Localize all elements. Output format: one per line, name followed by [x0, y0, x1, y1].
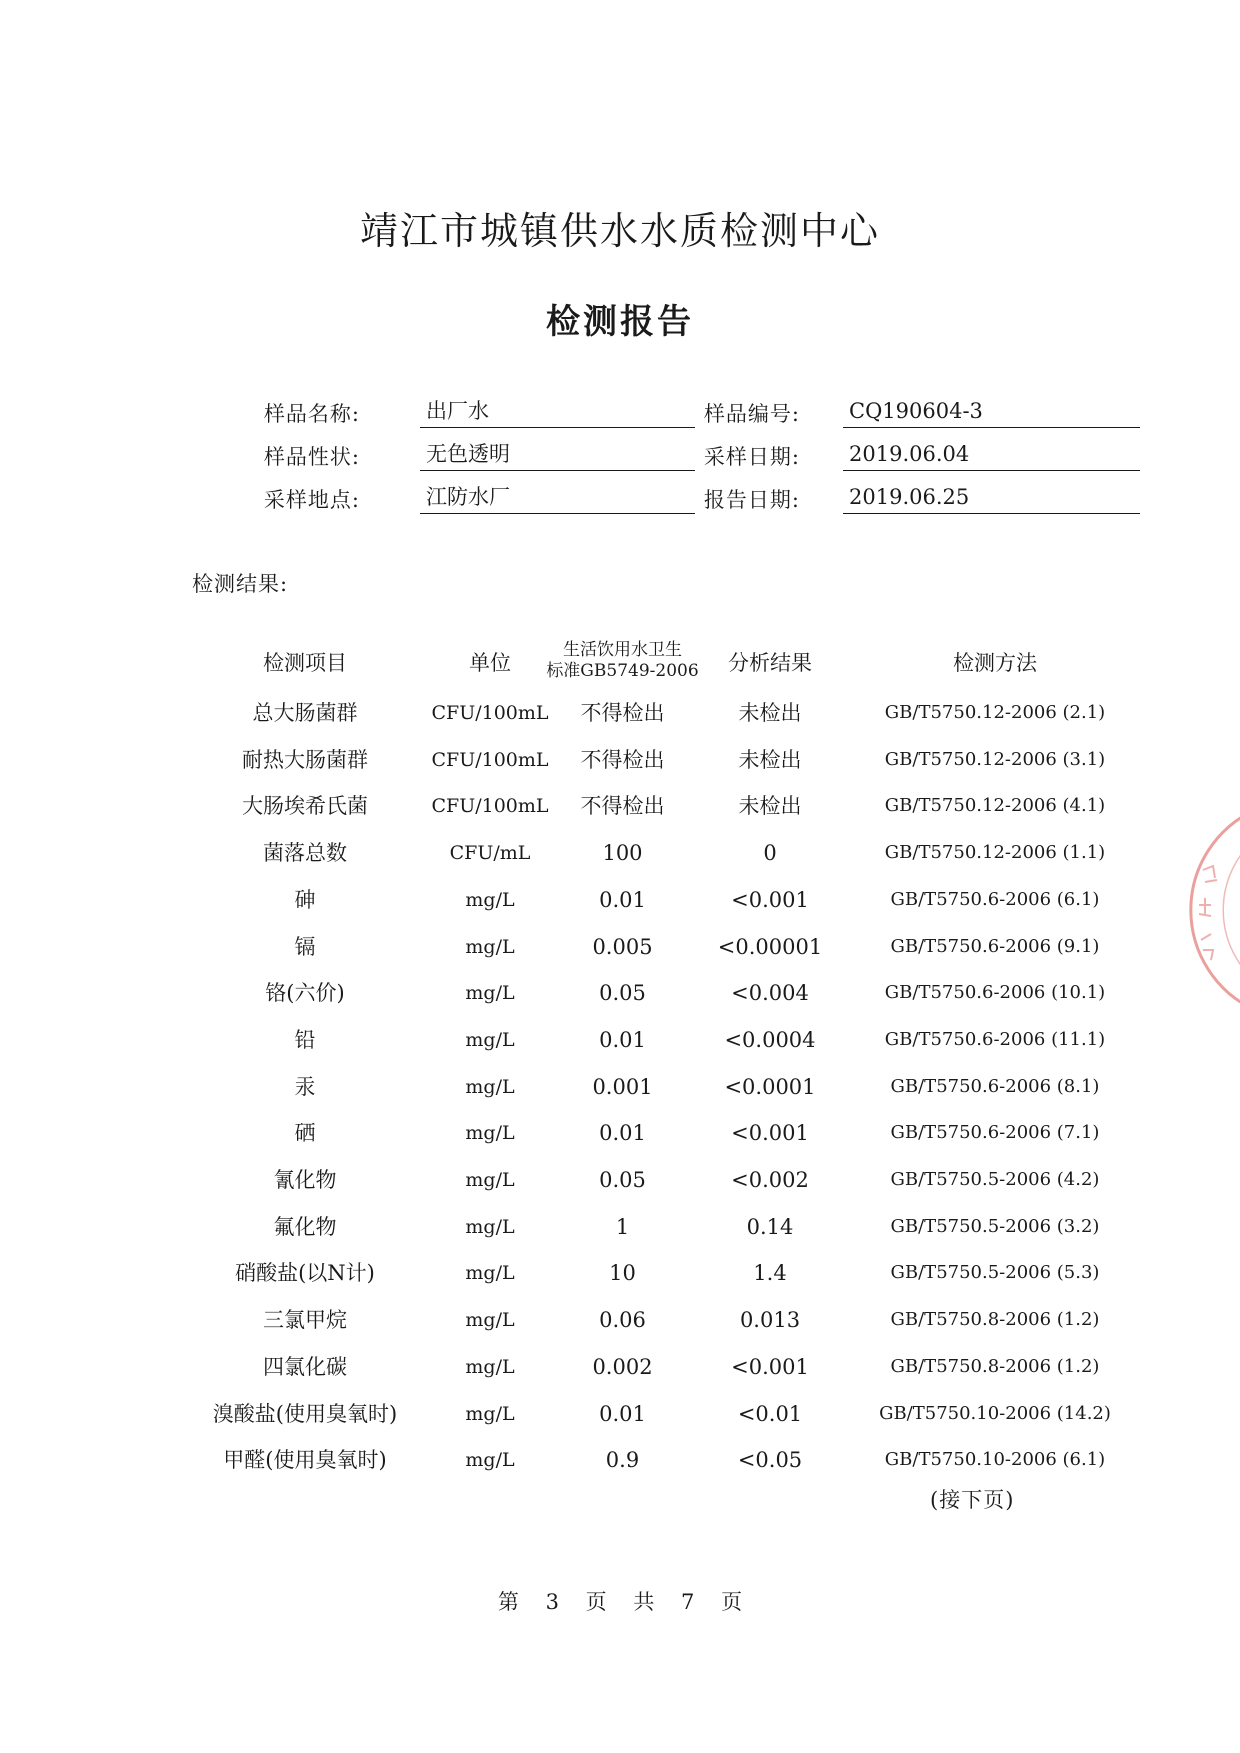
cell-method: GB/T5750.6-2006 (6.1)	[890, 888, 1100, 910]
cell-result: 未检出	[738, 794, 802, 819]
sampling-date-value: 2019.06.04	[843, 439, 1140, 471]
cell-standard: 0.01	[599, 1121, 646, 1146]
cell-unit: mg/L	[465, 888, 515, 911]
cell-result: <0.001	[731, 1354, 809, 1379]
cell-result: 0	[763, 841, 777, 866]
table-row	[0, 1023, 1240, 1057]
cell-item: 溴酸盐(使用臭氧时)	[212, 1401, 398, 1426]
table-row	[0, 976, 1240, 1010]
cell-method: GB/T5750.12-2006 (3.1)	[884, 748, 1106, 770]
cell-method: GB/T5750.8-2006 (1.2)	[890, 1309, 1100, 1331]
table-row	[0, 1070, 1240, 1104]
cell-result: <0.01	[737, 1401, 803, 1426]
sampling-site-value: 江防水厂	[420, 482, 695, 514]
column-header-result: 分析结果	[728, 651, 812, 675]
cell-standard: 0.001	[592, 1074, 653, 1099]
table-row	[0, 1443, 1240, 1477]
cell-standard: 1	[615, 1214, 630, 1239]
official-seal-stamp	[1185, 800, 1240, 1020]
cell-result: 0.14	[746, 1214, 794, 1239]
table-row	[0, 930, 1240, 964]
cell-method: GB/T5750.6-2006 (11.1)	[884, 1028, 1106, 1050]
cell-method: GB/T5750.6-2006 (7.1)	[890, 1122, 1100, 1144]
sample-name-label: 样品名称:	[263, 402, 360, 426]
cell-item: 菌落总数	[263, 841, 347, 866]
table-row	[0, 1116, 1240, 1150]
results-section-label: 检测结果:	[192, 572, 289, 596]
cell-standard: 0.01	[599, 1027, 646, 1052]
cell-unit: mg/L	[465, 1169, 515, 1191]
cell-standard: 不得检出	[580, 701, 665, 725]
cell-item: 氰化物	[273, 1168, 337, 1192]
cell-standard: 100	[602, 841, 643, 866]
cell-item: 总大肠菌群	[252, 701, 358, 725]
cell-item: 三氯甲烷	[263, 1308, 347, 1333]
cell-method: GB/T5750.5-2006 (4.2)	[890, 1169, 1100, 1190]
cell-result: <0.001	[731, 1121, 809, 1146]
cell-result: 1.4	[753, 1261, 787, 1286]
report-title: 检测报告	[546, 302, 694, 342]
sample-state-label: 样品性状:	[263, 445, 360, 469]
cell-item: 氟化物	[273, 1214, 337, 1239]
cell-method: GB/T5750.5-2006 (3.2)	[890, 1215, 1100, 1237]
sampling-site-label: 采样地点:	[263, 488, 360, 512]
cell-result: <0.004	[731, 981, 809, 1006]
page-word: 页	[585, 1590, 607, 1614]
cell-standard: 0.01	[599, 1401, 646, 1426]
column-header-item: 检测项目	[263, 651, 347, 675]
table-row	[0, 696, 1240, 730]
page-number: 3	[545, 1590, 559, 1614]
report-date-label: 报告日期:	[703, 488, 800, 512]
table-row	[0, 1210, 1240, 1244]
cell-standard: 0.002	[592, 1354, 653, 1379]
sample-name-value: 出厂水	[420, 396, 695, 428]
cell-unit: mg/L	[465, 1075, 515, 1098]
cell-item: 硒	[294, 1121, 316, 1146]
cell-unit: CFU/mL	[449, 842, 531, 865]
cell-unit: mg/L	[465, 935, 515, 958]
sample-state-value: 无色透明	[420, 439, 695, 471]
report-date-value: 2019.06.25	[843, 482, 1140, 514]
table-row	[0, 1350, 1240, 1384]
table-row	[0, 883, 1240, 917]
cell-result: 0.013	[739, 1308, 801, 1333]
table-row	[0, 789, 1240, 823]
cell-method: GB/T5750.6-2006 (9.1)	[890, 935, 1100, 957]
cell-result: 未检出	[738, 701, 802, 725]
sample-number-label: 样品编号:	[703, 402, 800, 426]
cell-unit: mg/L	[465, 982, 515, 1005]
cell-item: 砷	[294, 887, 316, 912]
cell-result: <0.002	[731, 1168, 809, 1192]
total-prefix: 共	[633, 1590, 655, 1614]
cell-item: 大肠埃希氏菌	[242, 794, 368, 819]
sample-number-value: CQ190604-3	[843, 396, 1140, 428]
cell-item: 铅	[294, 1027, 316, 1052]
cell-item: 镉	[294, 934, 316, 959]
cell-result: <0.001	[731, 887, 809, 912]
cell-standard: 0.9	[605, 1448, 640, 1473]
cell-item: 四氯化碳	[263, 1354, 347, 1379]
cell-item: 甲醛(使用臭氧时)	[223, 1448, 387, 1473]
cell-item: 铬(六价)	[265, 981, 345, 1006]
page-prefix: 第	[497, 1590, 519, 1614]
column-header-standard	[535, 640, 710, 682]
cell-method: GB/T5750.8-2006 (1.2)	[890, 1355, 1100, 1377]
column-header-unit: 单位	[469, 651, 511, 675]
cell-method: GB/T5750.12-2006 (4.1)	[884, 795, 1106, 817]
cell-standard: 0.005	[592, 934, 653, 959]
sampling-date-label: 采样日期:	[703, 445, 800, 469]
cell-method: GB/T5750.10-2006 (14.2)	[879, 1402, 1111, 1424]
cell-unit: CFU/100mL	[431, 702, 549, 724]
cell-method: GB/T5750.6-2006 (8.1)	[890, 1075, 1100, 1097]
cell-standard: 0.05	[599, 1168, 646, 1192]
table-row	[0, 1303, 1240, 1337]
cell-unit: mg/L	[465, 1402, 515, 1425]
cell-unit: mg/L	[465, 1122, 515, 1145]
cell-item: 汞	[294, 1074, 316, 1099]
cell-unit: mg/L	[465, 1309, 515, 1332]
table-row	[0, 1163, 1240, 1197]
page-footer	[0, 1586, 1240, 1616]
total-pages: 7	[681, 1590, 695, 1614]
organization-title: 靖江市城镇供水水质检测中心	[359, 209, 880, 253]
cell-unit: mg/L	[465, 1355, 515, 1378]
cell-result: <0.00001	[717, 934, 823, 959]
cell-unit: mg/L	[465, 1449, 515, 1472]
cell-unit: CFU/100mL	[431, 795, 549, 818]
cell-method: GB/T5750.10-2006 (6.1)	[884, 1449, 1106, 1471]
cell-unit: CFU/100mL	[431, 748, 549, 771]
cell-standard: 0.01	[599, 887, 646, 912]
total-word: 页	[721, 1590, 743, 1614]
cell-method: GB/T5750.12-2006 (2.1)	[884, 702, 1106, 723]
cell-result: <0.05	[737, 1448, 803, 1473]
cell-result: <0.0004	[724, 1027, 816, 1052]
table-row	[0, 1397, 1240, 1431]
cell-standard: 0.06	[599, 1308, 646, 1333]
cell-method: GB/T5750.12-2006 (1.1)	[884, 842, 1106, 864]
column-header-method: 检测方法	[953, 651, 1037, 675]
cell-result: <0.0001	[724, 1074, 816, 1099]
continued-next-page-note: (接下页)	[930, 1488, 1015, 1512]
cell-unit: mg/L	[465, 1262, 515, 1285]
column-header-standard-line2: 标准GB5749-2006	[546, 661, 699, 681]
cell-standard: 0.05	[599, 981, 646, 1006]
cell-unit: mg/L	[465, 1215, 515, 1238]
cell-standard: 不得检出	[580, 794, 665, 819]
cell-unit: mg/L	[465, 1028, 515, 1051]
cell-standard: 10	[609, 1261, 636, 1286]
cell-item: 硝酸盐(以N计)	[235, 1261, 375, 1286]
table-row	[0, 836, 1240, 870]
table-row	[0, 743, 1240, 777]
column-header-standard-line1: 生活饮用水卫生	[563, 640, 682, 660]
cell-method: GB/T5750.6-2006 (10.1)	[884, 982, 1106, 1004]
cell-item: 耐热大肠菌群	[242, 747, 368, 772]
cell-method: GB/T5750.5-2006 (5.3)	[890, 1262, 1100, 1284]
table-row	[0, 1256, 1240, 1290]
cell-standard: 不得检出	[580, 747, 665, 772]
cell-result: 未检出	[738, 747, 802, 772]
